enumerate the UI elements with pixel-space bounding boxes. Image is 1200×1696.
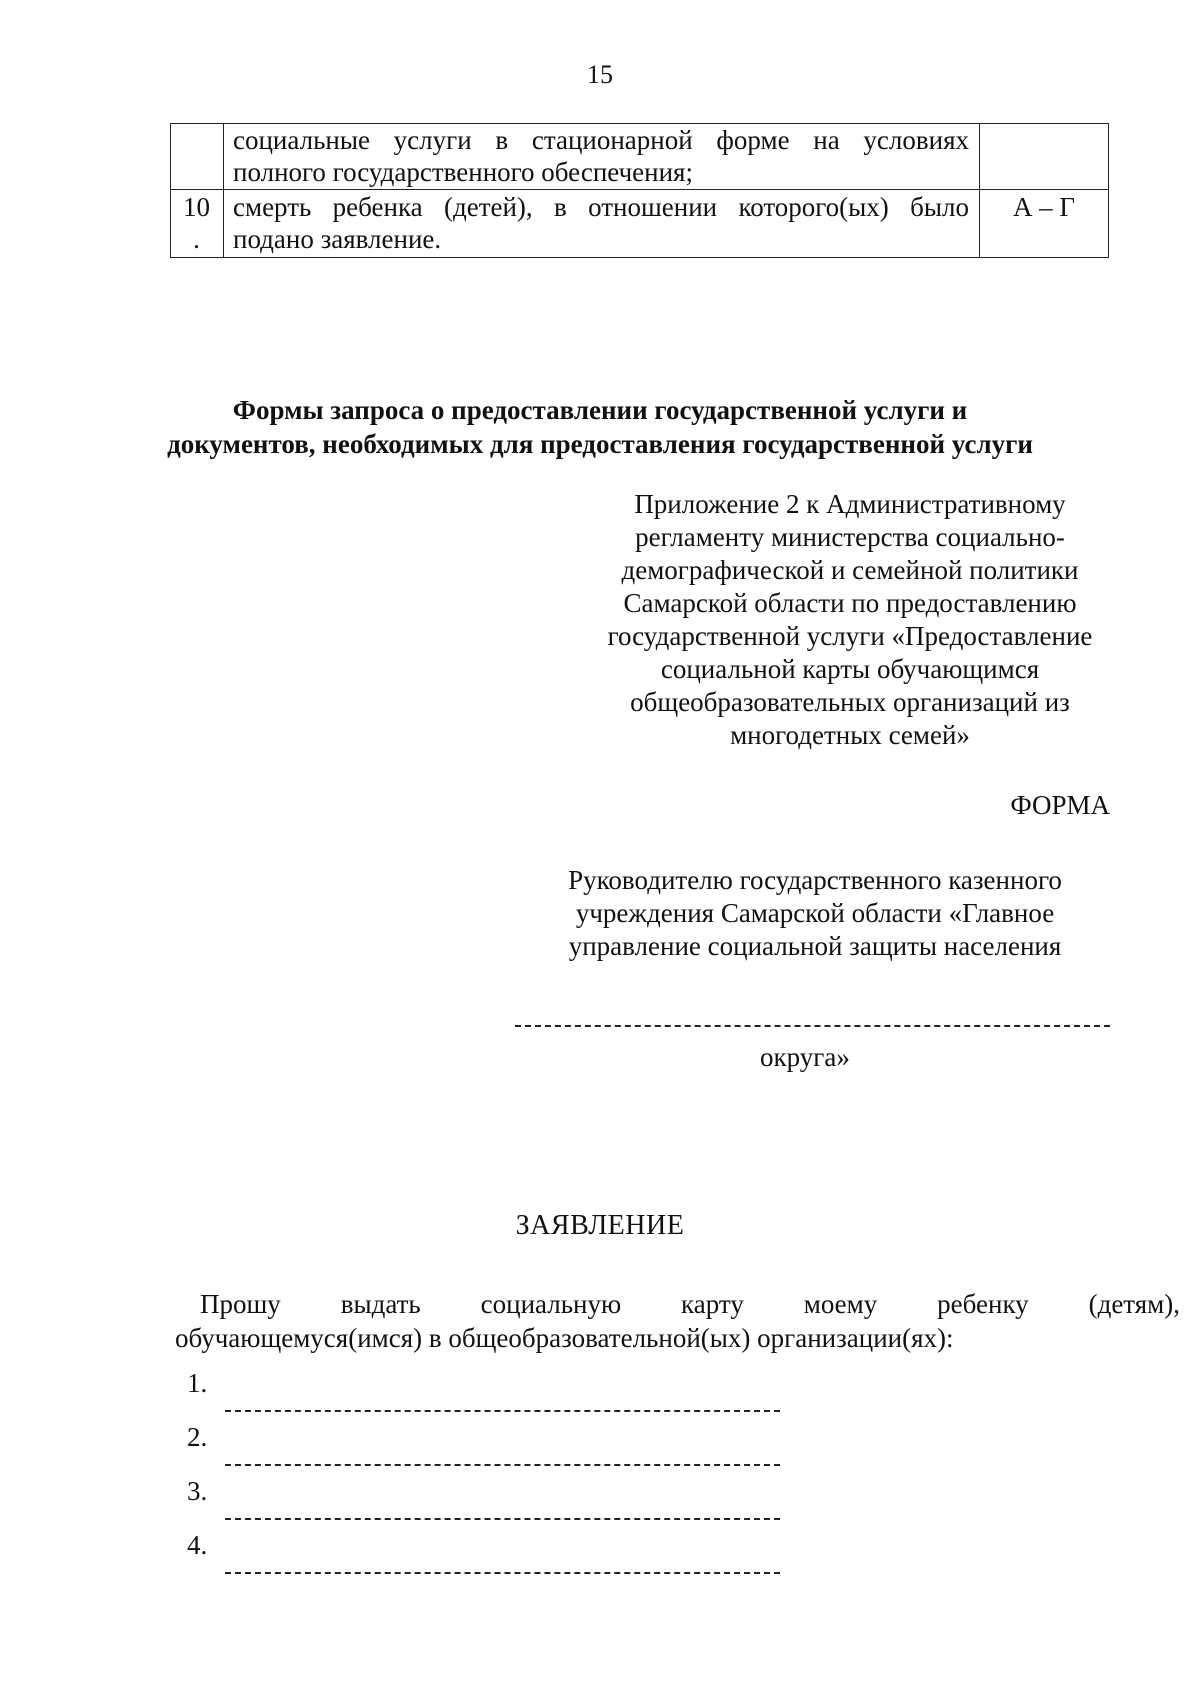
table-row-divider: [170, 189, 1109, 190]
child-name-blank-2[interactable]: [225, 1464, 780, 1466]
section-heading: Формы запроса о предоставлении государственной услуги и документов, необходимых для предоставления государственной услуги: [167, 395, 1033, 459]
child-name-blank-1[interactable]: [225, 1410, 780, 1412]
appendix-reference: Приложение 2 к Административному регламенту министерства социально- демографической и семейной политики Самарской области по предоставлению государственной услуги «Предоставление социальной карты обучающимся общеобразовательных организаций из многодетных семей»: [607, 489, 1093, 750]
table-row-2-text: смерть ребенка (детей), в отношении которого(ых) было подано заявление.: [233, 192, 969, 254]
request-paragraph: Прошу выдать социальную карту моему ребенку (детям), обучающемуся(имся) в общеобразовательной(ых) организации(ях):: [175, 1289, 1180, 1353]
criteria-table: [170, 123, 1109, 258]
table-column-divider: [223, 123, 224, 258]
addressee-suffix: округа»: [760, 1042, 850, 1072]
list-item-number: 3.: [187, 1476, 208, 1506]
form-label: ФОРМА: [1010, 790, 1110, 820]
child-name-blank-3[interactable]: [225, 1518, 780, 1520]
list-item-number: 1.: [187, 1368, 208, 1398]
child-name-blank-4[interactable]: [225, 1572, 780, 1574]
table-row-2-code: А – Г: [1012, 192, 1076, 222]
table-row-2-number: 10 .: [183, 192, 210, 254]
list-item-number: 2.: [187, 1422, 208, 1452]
page-number: 15: [587, 60, 613, 89]
list-item-number: 4.: [187, 1530, 208, 1560]
district-name-blank[interactable]: [515, 1025, 1110, 1027]
addressee-block: Руководителю государственного казенного учреждения Самарской области «Главное управление социальной защиты населения: [568, 865, 1062, 961]
table-row-1-text: социальные услуги в стационарной форме на условиях полного государственного обеспечения;: [233, 125, 969, 187]
statement-title: ЗАЯВЛЕНИЕ: [515, 1210, 685, 1241]
